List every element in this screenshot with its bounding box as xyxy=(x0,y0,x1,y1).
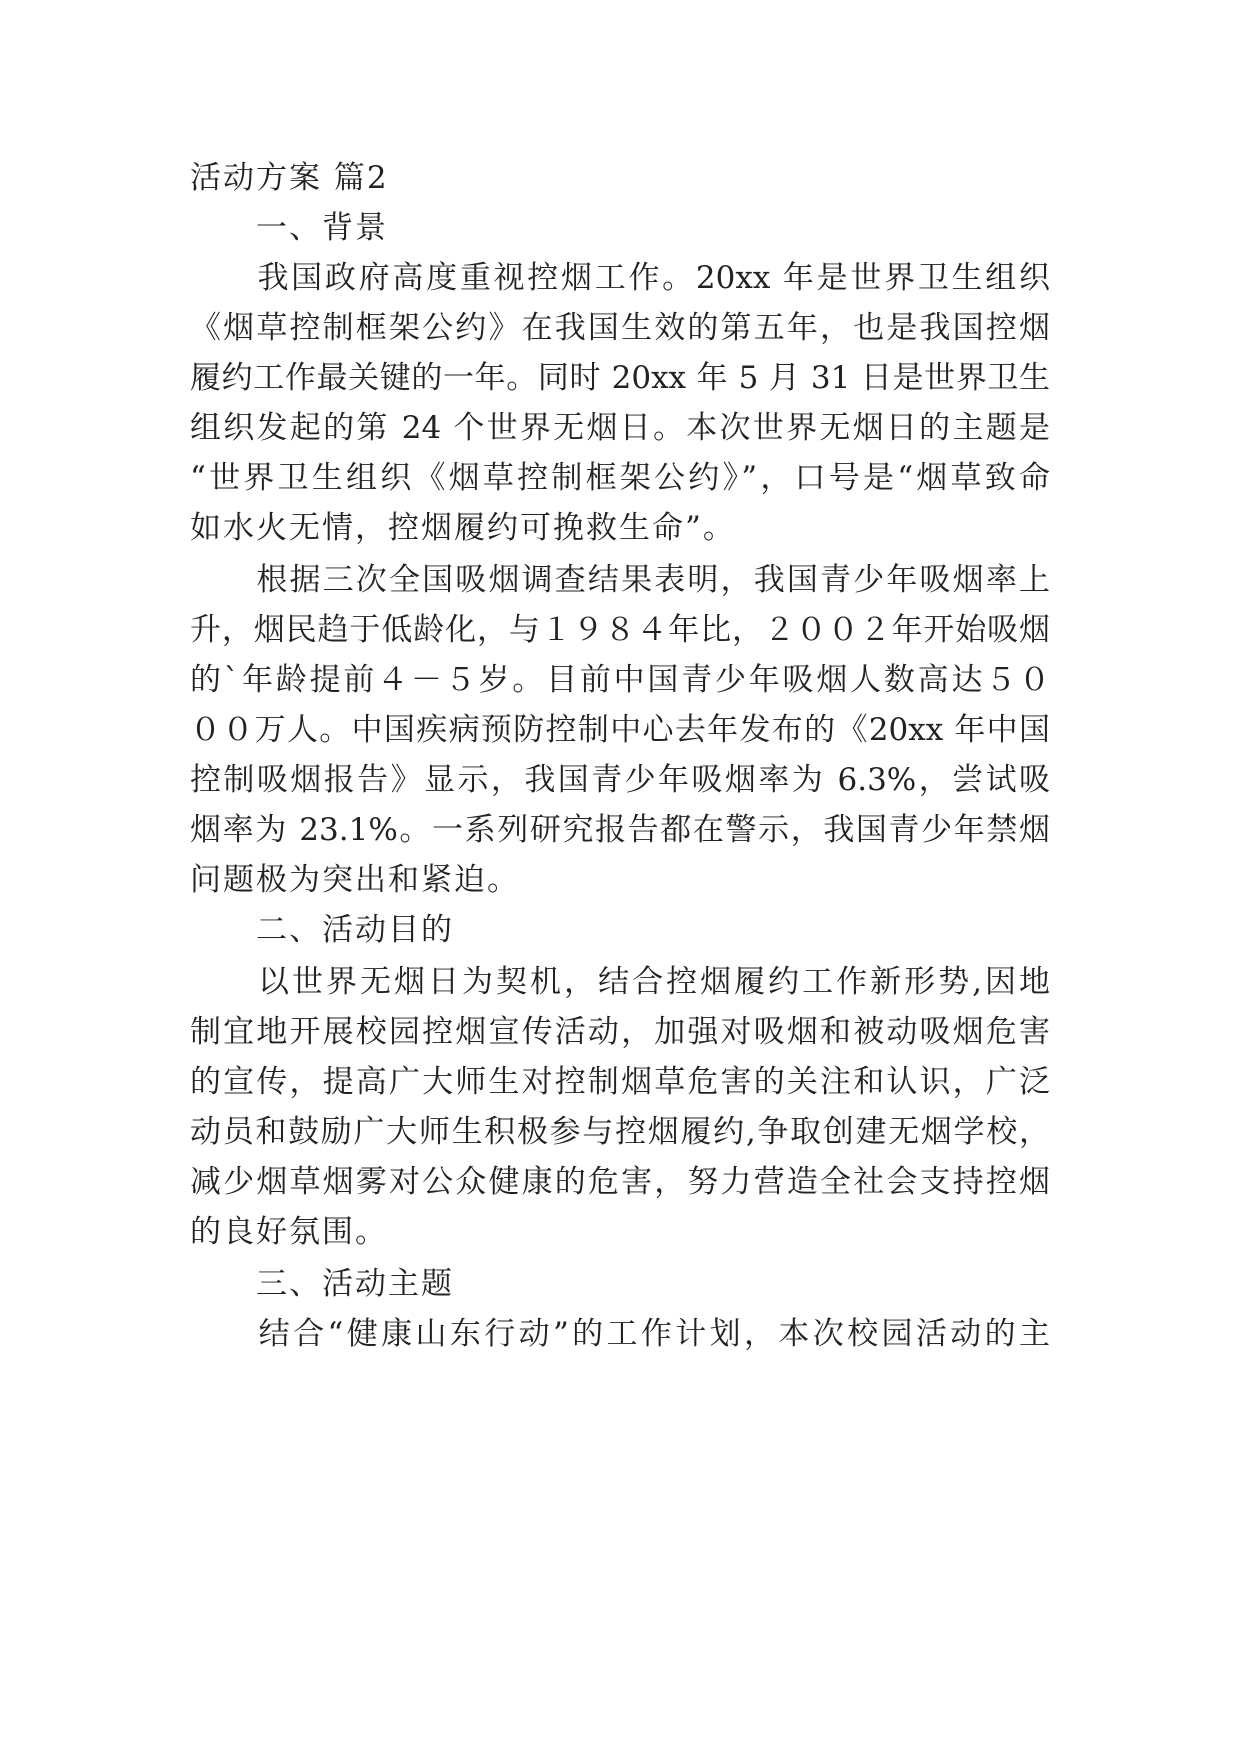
paragraph-line: 结合“健康山东行动”的工作计划，本次校园活动的主 xyxy=(190,1316,1050,1352)
document-title: 活动方案 篇2 xyxy=(190,160,389,196)
paragraph-line: 升，烟民趋于低龄化，与１９８４年比，２００２年开始吸烟 xyxy=(190,612,1050,648)
paragraph-line: 的良好氛围。 xyxy=(190,1214,388,1250)
paragraph-line: 组织发起的第 24 个世界无烟日。本次世界无烟日的主题是 xyxy=(190,410,1050,446)
paragraph-line: 根据三次全国吸烟调查结果表明，我国青少年吸烟率上 xyxy=(190,562,1050,598)
section-heading-theme: 三、活动主题 xyxy=(190,1266,454,1302)
section-heading-objective: 二、活动目的 xyxy=(190,912,454,948)
paragraph-line: 问题极为突出和紧迫。 xyxy=(190,862,520,898)
paragraph-line: 《烟草控制框架公约》在我国生效的第五年，也是我国控烟 xyxy=(190,310,1050,346)
paragraph-line: 动员和鼓励广大师生积极参与控烟履约,争取创建无烟学校， xyxy=(190,1114,1050,1150)
section-heading-background: 一、背景 xyxy=(190,210,388,246)
paragraph-line: 控制吸烟报告》显示，我国青少年吸烟率为 6.3%，尝试吸 xyxy=(190,762,1050,798)
paragraph-line: 履约工作最关键的一年。同时 20xx 年 5 月 31 日是世界卫生 xyxy=(190,360,1050,396)
paragraph-line: 以世界无烟日为契机，结合控烟履约工作新形势,因地 xyxy=(190,964,1050,1000)
paragraph-line: 的`年龄提前４－５岁。目前中国青少年吸烟人数高达５０ xyxy=(190,662,1050,698)
paragraph-line: 减少烟草烟雾对公众健康的危害，努力营造全社会支持控烟 xyxy=(190,1164,1050,1200)
paragraph-line: ００万人。中国疾病预防控制中心去年发布的《20xx 年中国 xyxy=(190,712,1050,748)
paragraph-line: 制宜地开展校园控烟宣传活动，加强对吸烟和被动吸烟危害 xyxy=(190,1014,1050,1050)
paragraph-line: 我国政府高度重视控烟工作。20xx 年是世界卫生组织 xyxy=(190,260,1050,296)
paragraph-line: 的宣传，提高广大师生对控制烟草危害的关注和认识，广泛 xyxy=(190,1064,1050,1100)
paragraph-line: “世界卫生组织《烟草控制框架公约》”，口号是“烟草致命 xyxy=(190,460,1050,496)
paragraph-line: 烟率为 23.1%。一系列研究报告都在警示，我国青少年禁烟 xyxy=(190,812,1050,848)
paragraph-line: 如水火无情，控烟履约可挽救生命”。 xyxy=(190,510,736,546)
